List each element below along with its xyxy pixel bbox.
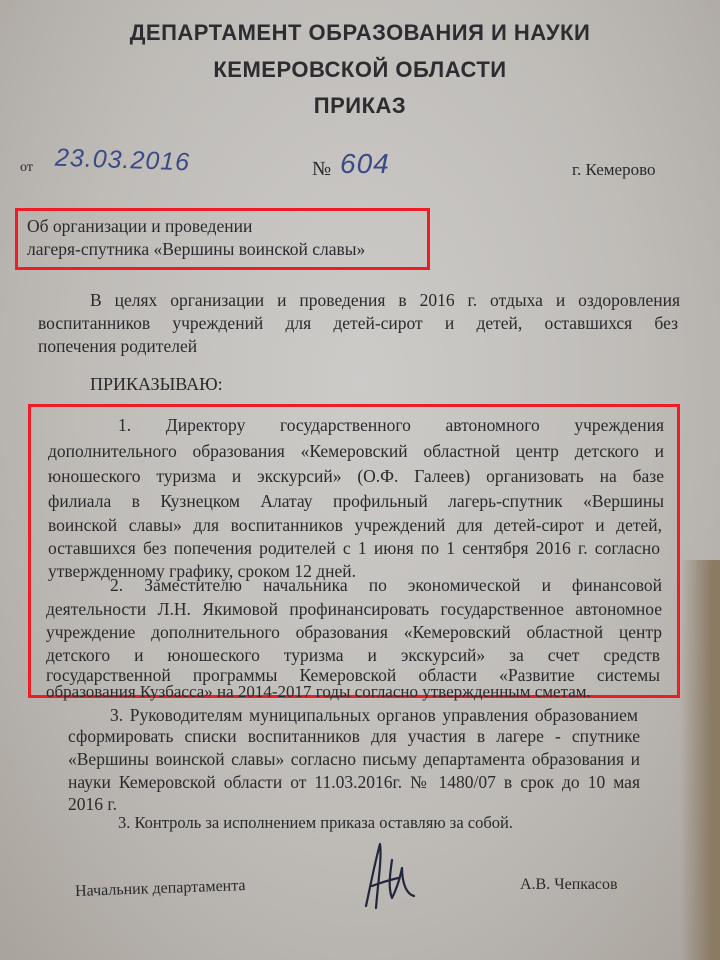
- preamble-line3: попечения родителей: [38, 336, 198, 356]
- subject-line1: Об организации и проведении: [27, 216, 253, 236]
- preamble-line1: В целях организации и проведения в 2016 г. отдыха и оздоровления: [90, 290, 680, 310]
- subject-line2: лагеря-спутника «Вершины воинской славы»: [27, 239, 366, 259]
- department-title-line2: КЕМЕРОВСКОЙ ОБЛАСТИ: [213, 57, 507, 82]
- item3-line2: сформировать списки воспитанников для участия в лагере - спутнике: [68, 726, 640, 746]
- item1-line6: оставшихся без попечения родителей с 1 июня по 1 сентября 2016 г. согласно: [48, 538, 660, 558]
- handwritten-number: 604: [340, 148, 390, 179]
- item2-line5: государственной программы Кемеровской области «Развитие системы: [46, 665, 660, 685]
- item1-line7: утвержденному графику, сроком 12 дней.: [48, 561, 356, 581]
- signatory-title: Начальник департамента: [74, 877, 246, 900]
- order-word: ПРИКАЗЫВАЮ:: [90, 374, 223, 394]
- item3-line5: 2016 г.: [68, 794, 117, 814]
- item4-text: 3. Контроль за исполнением приказа оставляю за собой.: [118, 813, 513, 832]
- item3-line1: 3. Руководителям муниципальных органов управления образованием: [110, 705, 638, 725]
- preamble-line2: воспитанников учреждений для детей-сирот и детей, оставшихся без: [38, 313, 678, 333]
- handwritten-signature: [352, 838, 422, 913]
- item1-line1: 1. Директору государственного автономного учреждения: [118, 415, 664, 435]
- item2-line3: учреждение дополнительного образования «Кемеровский областной центр: [46, 622, 662, 642]
- order-heading: ПРИКАЗ: [313, 93, 407, 118]
- handwritten-date: 23.03.2016: [54, 143, 191, 177]
- item1-line5: воинской славы» для воспитанников учреждений для детей-сирот и детей,: [48, 515, 662, 535]
- item2-line2: деятельности Л.Н. Якимовой профинансировать государственное автономное: [46, 599, 662, 619]
- date-label: от: [20, 160, 33, 175]
- item3-line3: «Вершины воинской славы» согласно письму департамента образования и: [68, 749, 640, 769]
- city-label: г. Кемерово: [572, 160, 656, 179]
- item1-line2: дополнительного образования «Кемеровский областной центр детского и: [48, 441, 664, 461]
- item3-line4: науки Кемеровской области от 11.03.2016г. № 1480/07 в срок до 10 мая: [68, 772, 640, 792]
- item1-line4: филиала в Кузнецком Алатау профильный лагерь-спутник «Вершины: [48, 491, 664, 511]
- item2-line6: образования Кузбасса» на 2014-2017 годы согласно утвержденным сметам.: [46, 682, 591, 701]
- signatory-name: А.В. Чепкасов: [520, 876, 618, 893]
- number-label: №: [312, 158, 332, 180]
- item2-line4: детского и юношеского туризма и экскурсий» за счет средств: [46, 645, 660, 665]
- background-edge: [680, 560, 720, 960]
- item2-line1: 2. Заместителю начальника по экономической и финансовой: [110, 575, 662, 595]
- department-title-line1: ДЕПАРТАМЕНТ ОБРАЗОВАНИЯ И НАУКИ: [129, 20, 591, 45]
- item1-line3: юношеского туризма и экскурсий» (О.Ф. Галеев) организовать на базе: [48, 466, 664, 486]
